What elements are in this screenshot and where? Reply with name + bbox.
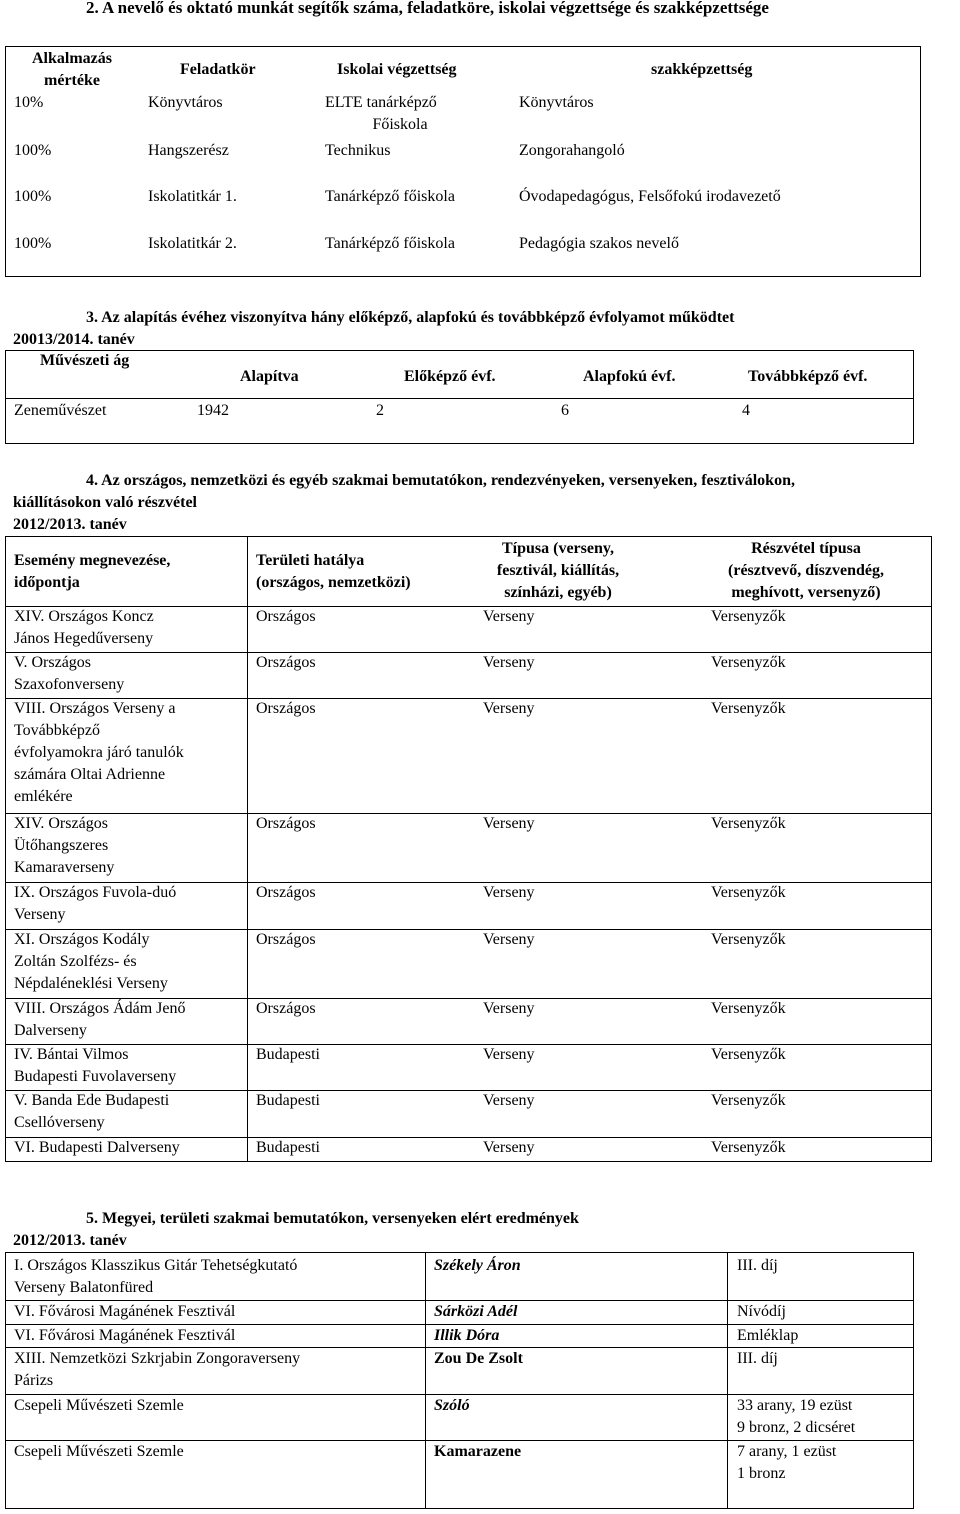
result-event-line: XIII. Nemzetközi Szkrjabin Zongoraverseny (14, 1350, 301, 1367)
row1-c4: Könyvtáros (519, 94, 594, 111)
section4-year: 2012/2013. tanév (13, 516, 127, 533)
event-name-line: XIV. Országos Koncz (14, 608, 154, 625)
section5-year: 2012/2013. tanév (13, 1232, 127, 1249)
event-participation: Versenyzők (711, 700, 786, 717)
result-event (14, 1301, 235, 1323)
event-name-line: János Hegedűverseny (14, 630, 154, 647)
result-event (14, 1325, 235, 1347)
section2-title: 2. A nevelő és oktató munkát segítők száma, feladatköre, iskolai végzettsége és szakképzettsége (86, 0, 769, 17)
result-value-line: Emléklap (737, 1327, 799, 1344)
result-value-line: 33 arany, 19 ezüst (737, 1397, 853, 1414)
event-type: Verseny (483, 1092, 535, 1109)
event-name (14, 813, 114, 879)
result-name: Sárközi Adél (434, 1303, 518, 1320)
header-teruleti-hatalya: Területi hatálya (országos, nemzetközi) (256, 552, 411, 591)
row2-c1: 100% (14, 142, 52, 159)
event-name (14, 1137, 180, 1159)
event-scope: Budapesti (256, 1092, 320, 1109)
header-tipusa: Típusa (verseny, fesztivál, kiállítás, színházi, egyéb) (496, 540, 620, 601)
row3-c2: Iskolatitkár 1. (148, 188, 237, 205)
row-c5: 4 (742, 402, 750, 419)
event-name-line: Kamaraverseny (14, 859, 115, 876)
result-event (14, 1348, 300, 1392)
event-scope: Országos (256, 608, 316, 625)
event-name-line: V. Országos (14, 654, 92, 671)
event-name-line: VIII. Országos Verseny a (14, 700, 176, 717)
result-event-line: VI. Fővárosi Magánének Fesztivál (14, 1327, 236, 1344)
section3-year: 20013/2014. tanév (13, 331, 135, 348)
event-type: Verseny (483, 815, 535, 832)
event-type: Verseny (483, 700, 535, 717)
result-value (737, 1395, 855, 1439)
row3-c1: 100% (14, 188, 52, 205)
result-value-line: 1 bronz (737, 1465, 786, 1482)
row2-c2: Hangszerész (148, 142, 229, 159)
row4-c2: Iskolatitkár 2. (148, 235, 237, 252)
event-name-line: emlékére (14, 788, 73, 805)
event-scope: Budapesti (256, 1139, 320, 1156)
result-event (14, 1441, 184, 1463)
row2-c3: Technikus (325, 142, 391, 159)
event-participation: Versenyzők (711, 1139, 786, 1156)
header-elokepzo: Előképző évf. (404, 368, 496, 385)
event-participation: Versenyzők (711, 1092, 786, 1109)
event-type: Verseny (483, 884, 535, 901)
event-type: Verseny (483, 1046, 535, 1063)
result-value (737, 1301, 786, 1323)
event-name-line: Szaxofonverseny (14, 676, 125, 693)
header-iskolai-vegzettseg: Iskolai végzettség (337, 61, 457, 78)
event-scope: Országos (256, 1000, 316, 1017)
event-type: Verseny (483, 1000, 535, 1017)
result-name: Zou De Zsolt (434, 1350, 523, 1367)
row4-c1: 100% (14, 235, 52, 252)
event-name-line: Népdaléneklési Verseny (14, 975, 168, 992)
result-event-line: I. Országos Klasszikus Gitár Tehetségkutató (14, 1257, 298, 1274)
result-value-line: III. díj (737, 1257, 778, 1274)
result-event-line: VI. Fővárosi Magánének Fesztivál (14, 1303, 236, 1320)
event-name-line: Továbbképző (14, 722, 100, 739)
header-alkalmazas: Alkalmazás mértéke (32, 50, 112, 89)
event-scope: Országos (256, 931, 316, 948)
event-name-line: Budapesti Fuvolaverseny (14, 1068, 177, 1085)
section4-title-a: 4. Az országos, nemzetközi és egyéb szakmai bemutatókon, rendezvényeken, versenyeken, fesztiválokon, (86, 472, 795, 489)
event-participation: Versenyzők (711, 608, 786, 625)
event-name (14, 606, 154, 650)
event-type: Verseny (483, 1139, 535, 1156)
row1-c2: Könyvtáros (148, 94, 223, 111)
event-name-line: Ütőhangszeres (14, 837, 109, 854)
result-value-line: III. díj (737, 1350, 778, 1367)
result-value (737, 1441, 836, 1485)
result-value (737, 1348, 778, 1370)
section5-title: 5. Megyei, területi szakmai bemutatókon, versenyeken elért eredmények (86, 1210, 579, 1227)
event-name (14, 698, 184, 808)
result-value (737, 1255, 778, 1277)
header-reszvetel: Részvétel típusa (résztvevő, díszvendég, meghívott, versenyző) (728, 540, 884, 601)
header-alapfoku: Alapfokú évf. (583, 368, 676, 385)
event-participation: Versenyzők (711, 654, 786, 671)
event-name-line: XI. Országos Kodály (14, 931, 150, 948)
section3-title: 3. Az alapítás évéhez viszonyítva hány előképző, alapfokú és továbbképző évfolyamot működtet (86, 309, 735, 326)
event-name-line: VI. Budapesti Dalverseny (14, 1139, 180, 1156)
event-participation: Versenyzők (711, 815, 786, 832)
result-value-line: Nívódíj (737, 1303, 786, 1320)
header-szakkepzettseg: szakképzettség (651, 61, 753, 78)
event-scope: Országos (256, 815, 316, 832)
result-value (737, 1325, 798, 1347)
event-participation: Versenyzők (711, 884, 786, 901)
event-name (14, 1044, 176, 1088)
event-participation: Versenyzők (711, 1000, 786, 1017)
event-participation: Versenyzők (711, 931, 786, 948)
event-name-line: évfolyamokra járó tanulók (14, 744, 184, 761)
event-name (14, 652, 124, 696)
event-name-line: számára Oltai Adrienne (14, 766, 166, 783)
event-name (14, 1090, 169, 1134)
result-event (14, 1395, 184, 1417)
event-name-line: IV. Bántai Vilmos (14, 1046, 129, 1063)
event-type: Verseny (483, 931, 535, 948)
row3-c4: Óvodapedagógus, Felsőfokú irodavezető (519, 188, 781, 205)
row2-c4: Zongorahangoló (519, 142, 625, 159)
event-scope: Budapesti (256, 1046, 320, 1063)
event-name-line: V. Banda Ede Budapesti (14, 1092, 170, 1109)
event-name-line: VIII. Országos Ádám Jenő (14, 1000, 186, 1017)
header-alapitva: Alapítva (240, 368, 299, 385)
result-name: Illik Dóra (434, 1327, 500, 1344)
event-name (14, 929, 168, 995)
event-name-line: Csellóverseny (14, 1114, 105, 1131)
event-name-line: Zoltán Szolfézs- és (14, 953, 137, 970)
row-c1: Zeneművészet (14, 402, 107, 419)
result-name: Kamarazene (434, 1443, 522, 1460)
event-scope: Országos (256, 654, 316, 671)
event-participation: Versenyzők (711, 1046, 786, 1063)
event-scope: Országos (256, 884, 316, 901)
event-scope: Országos (256, 700, 316, 717)
event-name-line: XIV. Országos (14, 815, 108, 832)
event-type: Verseny (483, 608, 535, 625)
row-c2: 1942 (197, 402, 229, 419)
event-name (14, 998, 186, 1042)
result-event-line: Verseny Balatonfüred (14, 1279, 154, 1296)
row-c4: 6 (561, 402, 569, 419)
header-esemeny: Esemény megnevezése, időpontja (14, 552, 171, 591)
header-feladatkor: Feladatkör (180, 61, 256, 78)
event-name-line: IX. Országos Fuvola-duó (14, 884, 177, 901)
event-name-line: Verseny (14, 906, 66, 923)
result-event-line: Csepeli Művészeti Szemle (14, 1397, 184, 1414)
row1-c3: ELTE tanárképző Főiskola (325, 94, 437, 133)
row1-c1: 10% (14, 94, 44, 111)
result-name: Székely Áron (434, 1257, 521, 1274)
result-value-line: 7 arany, 1 ezüst (737, 1443, 837, 1460)
header-muveszeti-ag: Művészeti ág (40, 352, 130, 369)
result-value-line: 9 bronz, 2 dicséret (737, 1419, 856, 1436)
event-name-line: Dalverseny (14, 1022, 87, 1039)
result-name: Szóló (434, 1397, 470, 1414)
row3-c3: Tanárképző főiskola (325, 188, 455, 205)
result-event (14, 1255, 297, 1299)
row-c3: 2 (376, 402, 384, 419)
header-tovabbkepzo: Továbbképző évf. (748, 368, 868, 385)
event-name (14, 882, 176, 926)
section4-title-b: kiállításokon való részvétel (13, 494, 197, 511)
event-type: Verseny (483, 654, 535, 671)
row4-c3: Tanárképző főiskola (325, 235, 455, 252)
result-event-line: Párizs (14, 1372, 54, 1389)
result-event-line: Csepeli Művészeti Szemle (14, 1443, 184, 1460)
row4-c4: Pedagógia szakos nevelő (519, 235, 679, 252)
